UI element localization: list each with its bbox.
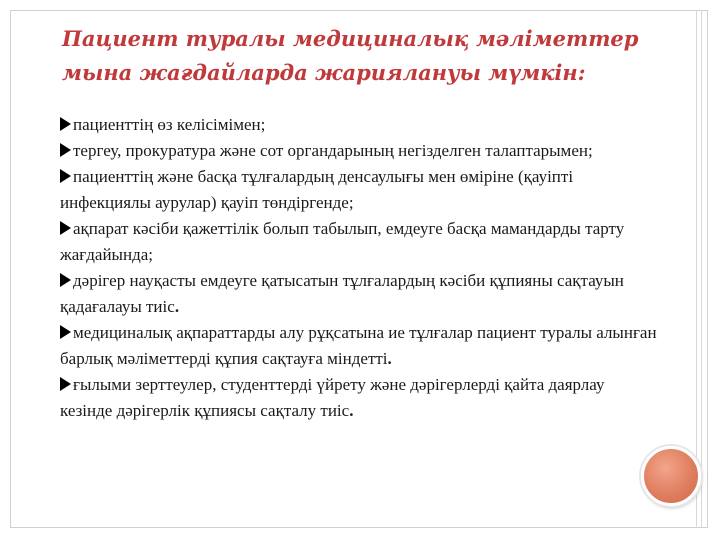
arrow-bullet-icon (60, 169, 71, 183)
slide-title: Пациент туралы медициналық мәліметтер мына жағдайларда жариялануы мүмкін: (62, 26, 639, 85)
list-item (60, 112, 660, 138)
arrow-bullet-icon (60, 143, 71, 157)
list-item-text: пациенттің өз келісімімен; (73, 115, 266, 134)
list-item-tail: . (174, 297, 180, 316)
list-item-tail: . (349, 401, 354, 420)
list-item (60, 138, 660, 164)
list-item (60, 164, 660, 216)
frame-rule (696, 10, 697, 528)
list-item-text: ақпарат кәсіби қажеттілік болып табылып, емдеуге басқа мамандарды тарту жағдайында; (60, 219, 625, 264)
arrow-bullet-icon (60, 325, 71, 339)
list-item (60, 216, 660, 268)
list-item (60, 268, 660, 320)
arrow-bullet-icon (60, 221, 71, 235)
frame-rule (701, 10, 702, 528)
arrow-bullet-icon (60, 117, 71, 131)
list-item-text: ғылыми зерттеулер, студенттерді үйрету және дәрігерлерді қайта даярлау кезінде дәрігерлік құпиясы сақталу тиіс (60, 375, 605, 420)
arrow-bullet-icon (60, 273, 71, 287)
arrow-bullet-icon (60, 377, 71, 391)
list-item-text: дәрігер науқасты емдеуге қатысатын тұлғалардың кәсіби құпияны сақтауын қадағалауы тиіс (60, 271, 624, 316)
bullet-list (60, 112, 660, 424)
list-item (60, 372, 660, 424)
list-item (60, 320, 660, 372)
list-item-tail: . (387, 349, 392, 368)
circle-decoration (641, 446, 701, 506)
list-item-text: медициналық ақпараттарды алу рұқсатына ие тұлғалар пациент туралы алынған барлық мәліметтерді құпия сақтауға міндетті (60, 323, 657, 368)
list-item-text: тергеу, прокуратура және сот органдарының негізделген талаптарымен; (73, 141, 593, 160)
list-item-text: пациенттің және басқа тұлғалардың денсаулығы мен өміріне (қауіпті инфекциялы аурулар) қауіп төндіргенде; (60, 167, 574, 212)
